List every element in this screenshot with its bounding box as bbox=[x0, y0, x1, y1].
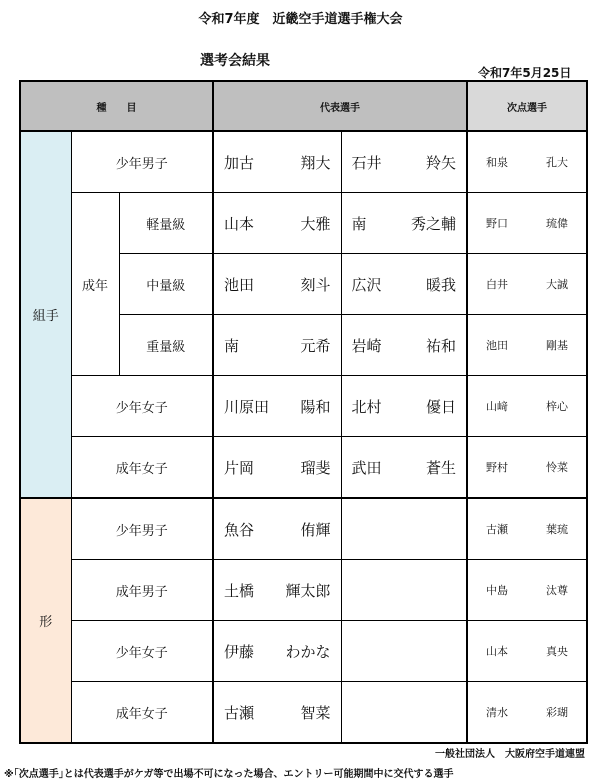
representative-2: 岩崎 祐和 bbox=[341, 315, 467, 376]
representative-1: 山本 大雅 bbox=[213, 193, 341, 254]
division-label: 少年男子 bbox=[71, 498, 213, 560]
representative-2-empty bbox=[341, 560, 467, 621]
division-label: 成年女子 bbox=[71, 437, 213, 499]
header-representative: 代表選手 bbox=[213, 81, 467, 131]
division-label: 成年女子 bbox=[71, 682, 213, 744]
alternate: 池田 剛基 bbox=[467, 315, 587, 376]
results-table bbox=[19, 80, 588, 744]
alternate: 和泉 孔大 bbox=[467, 131, 587, 193]
footnote: ※｢次点選手｣とは代表選手がケガ等で出場不可になった場合、エントリー可能期間中に交代する選手 bbox=[4, 769, 454, 780]
alternate: 中島 汰尊 bbox=[467, 560, 587, 621]
representative-1: 土橋 輝太郎 bbox=[213, 560, 341, 621]
representative-1: 池田 刻斗 bbox=[213, 254, 341, 315]
table-row bbox=[20, 560, 587, 621]
header-event: 種 目 bbox=[20, 81, 213, 131]
alternate: 山﨑 梓心 bbox=[467, 376, 587, 437]
division-label: 成年男子 bbox=[71, 560, 213, 621]
table-row bbox=[20, 376, 587, 437]
alternate: 野口 琉偉 bbox=[467, 193, 587, 254]
document-title: 令和7年度 近畿空手道選手権大会 bbox=[198, 12, 403, 27]
weight-class-label: 重量級 bbox=[119, 315, 213, 376]
alternate: 白井 大誠 bbox=[467, 254, 587, 315]
alternate: 古瀬 葉琉 bbox=[467, 498, 587, 560]
representative-2: 石井 羚矢 bbox=[341, 131, 467, 193]
representative-1: 片岡 瑠斐 bbox=[213, 437, 341, 499]
representative-1: 古瀬 智菜 bbox=[213, 682, 341, 744]
table-row bbox=[20, 682, 587, 744]
alternate: 清水 彩瑚 bbox=[467, 682, 587, 744]
representative-2: 武田 蒼生 bbox=[341, 437, 467, 499]
representative-2-empty bbox=[341, 621, 467, 682]
category-kata: 形 bbox=[20, 498, 71, 743]
table-row bbox=[20, 498, 587, 560]
representative-2-empty bbox=[341, 498, 467, 560]
header-alternate: 次点選手 bbox=[467, 81, 587, 131]
table-row bbox=[20, 193, 587, 254]
division-adult: 成年 bbox=[71, 193, 119, 376]
organization-name: 一般社団法人 大阪府空手道連盟 bbox=[435, 749, 585, 760]
representative-1: 南 元希 bbox=[213, 315, 341, 376]
representative-2: 北村 優日 bbox=[341, 376, 467, 437]
alternate: 山本 真央 bbox=[467, 621, 587, 682]
division-label: 少年女子 bbox=[71, 621, 213, 682]
document-date: 令和7年5月25日 bbox=[478, 66, 572, 80]
representative-1: 伊藤 わかな bbox=[213, 621, 341, 682]
table-row bbox=[20, 131, 587, 193]
weight-class-label: 中量級 bbox=[119, 254, 213, 315]
category-kumite: 組手 bbox=[20, 131, 71, 498]
table-row bbox=[20, 437, 587, 499]
division-label: 少年男子 bbox=[71, 131, 213, 193]
representative-2-empty bbox=[341, 682, 467, 744]
representative-1: 加古 翔大 bbox=[213, 131, 341, 193]
weight-class-label: 軽量級 bbox=[119, 193, 213, 254]
representative-1: 川原田 陽和 bbox=[213, 376, 341, 437]
representative-2: 広沢 暖我 bbox=[341, 254, 467, 315]
document-subtitle: 選考会結果 bbox=[200, 53, 270, 69]
alternate: 野村 怜菜 bbox=[467, 437, 587, 499]
table-header-row bbox=[20, 81, 587, 131]
table-row bbox=[20, 621, 587, 682]
division-label: 少年女子 bbox=[71, 376, 213, 437]
representative-2: 南 秀之輔 bbox=[341, 193, 467, 254]
representative-1: 魚谷 侑輝 bbox=[213, 498, 341, 560]
